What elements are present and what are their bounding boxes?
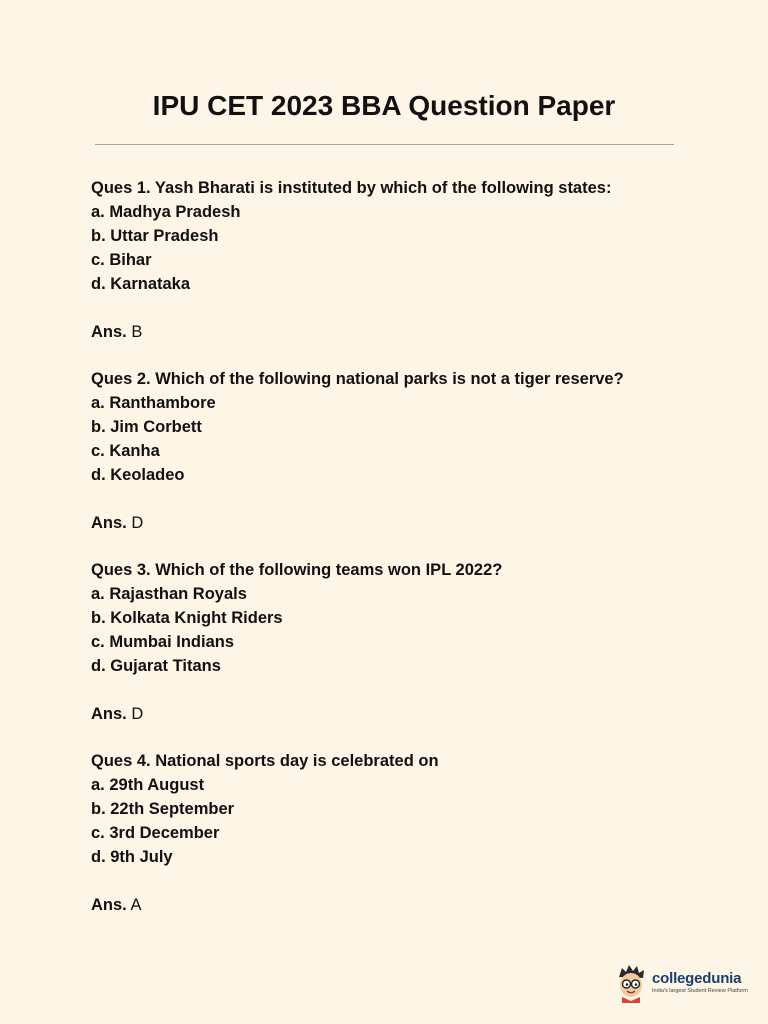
answer-line [91,511,731,535]
answer-label: Ans. [91,896,127,914]
answer-line [91,320,731,344]
logo-text [652,971,748,995]
question-block-4 [91,749,731,917]
option-a: a. 29th August [91,776,205,794]
question-text: Ques 4. National sports day is celebrated on [91,752,439,770]
option-c: c. Kanha [91,442,160,460]
answer-value: D [131,705,144,723]
option-c: c. Mumbai Indians [91,633,235,651]
option-a: a. Madhya Pradesh [91,203,241,221]
option-a: a. Rajasthan Royals [91,585,247,603]
question-block-3 [91,558,731,726]
option-b: b. Jim Corbett [91,418,202,436]
answer-label: Ans. [91,514,127,532]
question-list [91,176,731,940]
option-b: b. Uttar Pradesh [91,227,219,245]
option-d: d. 9th July [91,848,173,866]
page-title: IPU CET 2023 BBA Question Paper [152,90,616,121]
collegedunia-logo [614,962,748,1004]
question-text: Ques 1. Yash Bharati is instituted by which of the following states: [91,179,612,197]
answer-label: Ans. [91,705,127,723]
logo-brand: collegedunia [652,970,742,987]
logo-tagline: India's largest Student Review Platform [652,988,748,994]
option-d: d. Keoladeo [91,466,185,484]
answer-label: Ans. [91,323,127,341]
question-text: Ques 3. Which of the following teams won IPL 2022? [91,561,503,579]
mascot-icon [614,963,648,1003]
option-b: b. 22th September [91,800,235,818]
answer-value: A [130,896,142,914]
answer-value: B [131,323,143,341]
question-block-2 [91,367,731,535]
option-d: d. Karnataka [91,275,191,293]
title-divider [95,144,674,145]
option-b: b. Kolkata Knight Riders [91,609,283,627]
option-c: c. 3rd December [91,824,220,842]
question-block-1 [91,176,731,344]
option-a: a. Ranthambore [91,394,216,412]
answer-value: D [131,514,144,532]
option-c: c. Bihar [91,251,152,269]
answer-line [91,893,731,917]
question-text: Ques 2. Which of the following national parks is not a tiger reserve? [91,370,624,388]
option-d: d. Gujarat Titans [91,657,221,675]
answer-line [91,702,731,726]
